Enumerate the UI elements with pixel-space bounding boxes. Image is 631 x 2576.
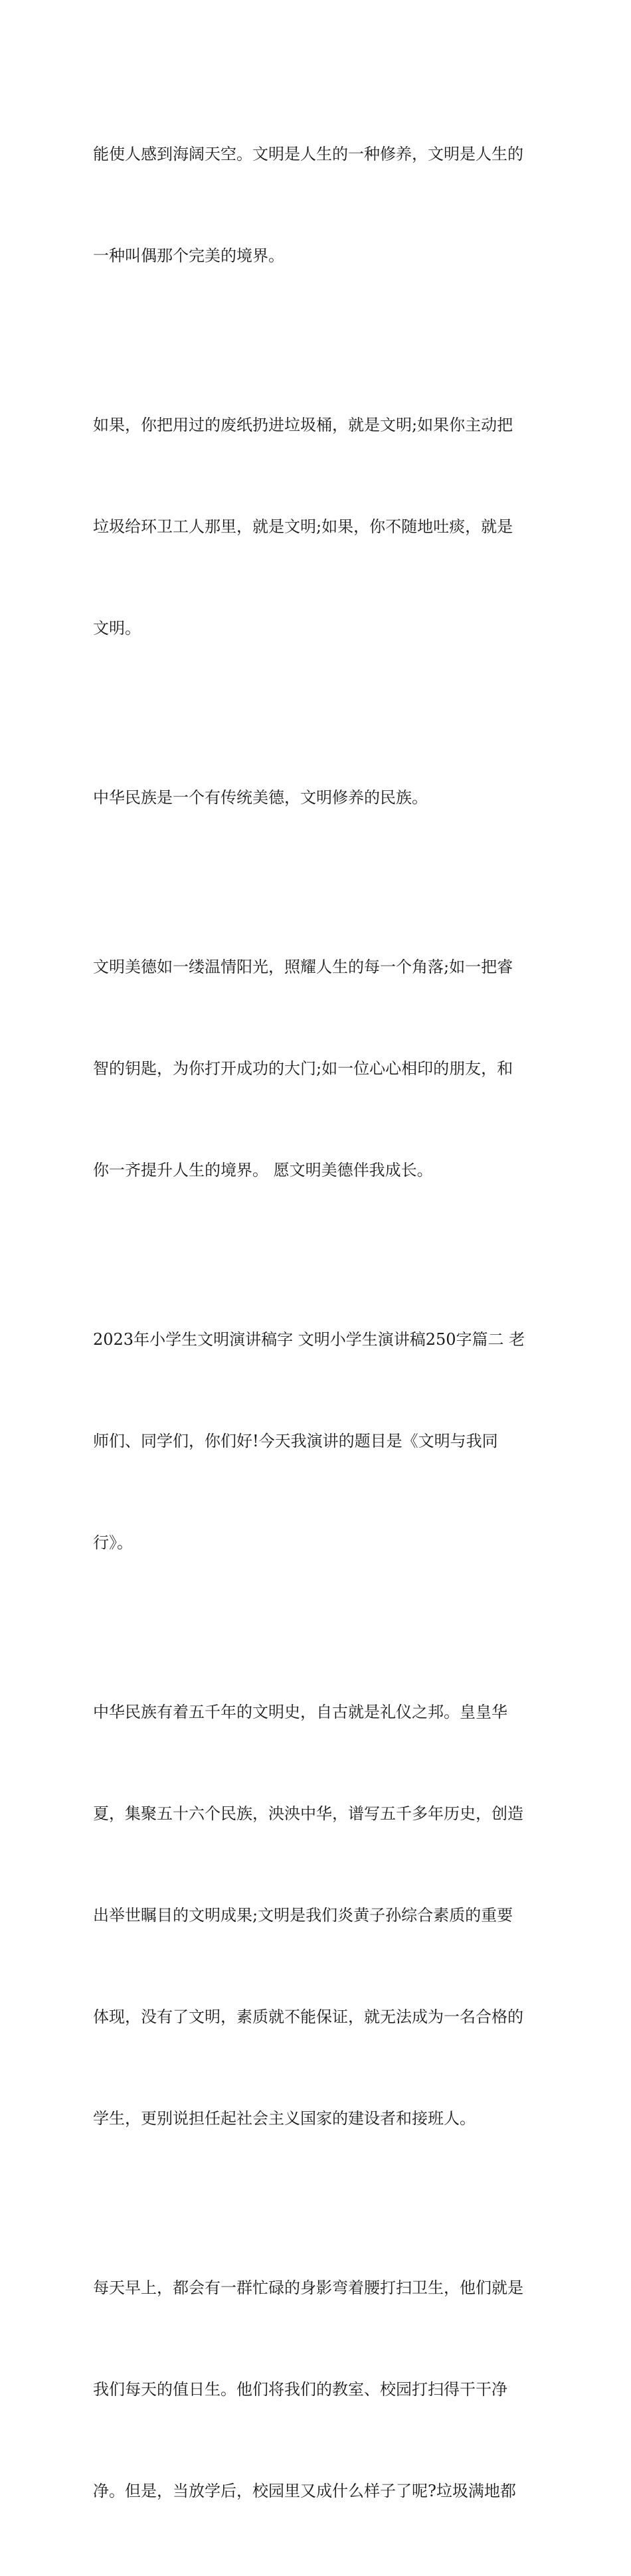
paragraph-3: [93, 713, 539, 883]
text-line: 行》。: [93, 1533, 133, 1552]
text-line: 师们、同学们，你们好!今天我演讲的题目是《文明与我同: [93, 1432, 498, 1450]
paragraph-6: [93, 1628, 539, 2203]
paragraph-1: [93, 70, 539, 341]
text-line: 一种叫偶那个完美的境界。: [93, 246, 284, 265]
text-line: 我们每天的值日生。他们将我们的教室、校园打扫得干干净: [93, 2380, 507, 2399]
paragraph-5: [93, 1255, 539, 1628]
text-line: 出举世瞩目的文明成果;文明是我们炎黄子孙综合素质的重要: [93, 1906, 513, 1925]
text-line: 你一齐提升人生的境界。 愿文明美德伴我成长。: [93, 1161, 433, 1179]
paragraph-2: [93, 341, 539, 713]
text-line: 能使人感到海阔天空。文明是人生的一种修养，文明是人生的: [93, 145, 523, 163]
text-line: 学生，更别说担任起社会主义国家的建设者和接班人。: [93, 2109, 476, 2128]
text-line: 文明。: [93, 619, 141, 638]
text-line: 每天早上，都会有一群忙碌的身影弯着腰打扫卫生，他们就是: [93, 2278, 523, 2297]
text-line: 如果，你把用过的废纸扔进垃圾桶，就是文明;如果你主动把: [93, 416, 513, 434]
text-line: 垃圾给环卫工人那里，就是文明;如果，你不随地吐痰，就是: [93, 517, 513, 536]
text-line: 夏，集聚五十六个民族，泱泱中华，谱写五千多年历史，创造: [93, 1804, 523, 1823]
document-body: [93, 70, 539, 2576]
text-line: 智的钥匙，为你打开成功的大门;如一位心心相印的朋友，和: [93, 1059, 513, 1078]
text-line: 中华民族有着五千年的文明史，自古就是礼仪之邦。皇皇华: [93, 1703, 507, 1721]
text-line: 中华民族是一个有传统美德，文明修养的民族。: [93, 788, 428, 807]
text-line: 文明美德如一缕温情阳光，照耀人生的每一个角落;如一把睿: [93, 958, 513, 976]
text-line: 体现，没有了文明，素质就不能保证，就无法成为一名合格的: [93, 2008, 523, 2026]
paragraph-7: [93, 2203, 539, 2576]
text-line: 净。但是，当放学后，校园里又成什么样子了呢?垃圾满地都: [93, 2482, 516, 2500]
paragraph-4: [93, 883, 539, 1255]
text-line: 2023年小学生文明演讲稿字 文明小学生演讲稿250字篇二 老: [93, 1330, 525, 1349]
